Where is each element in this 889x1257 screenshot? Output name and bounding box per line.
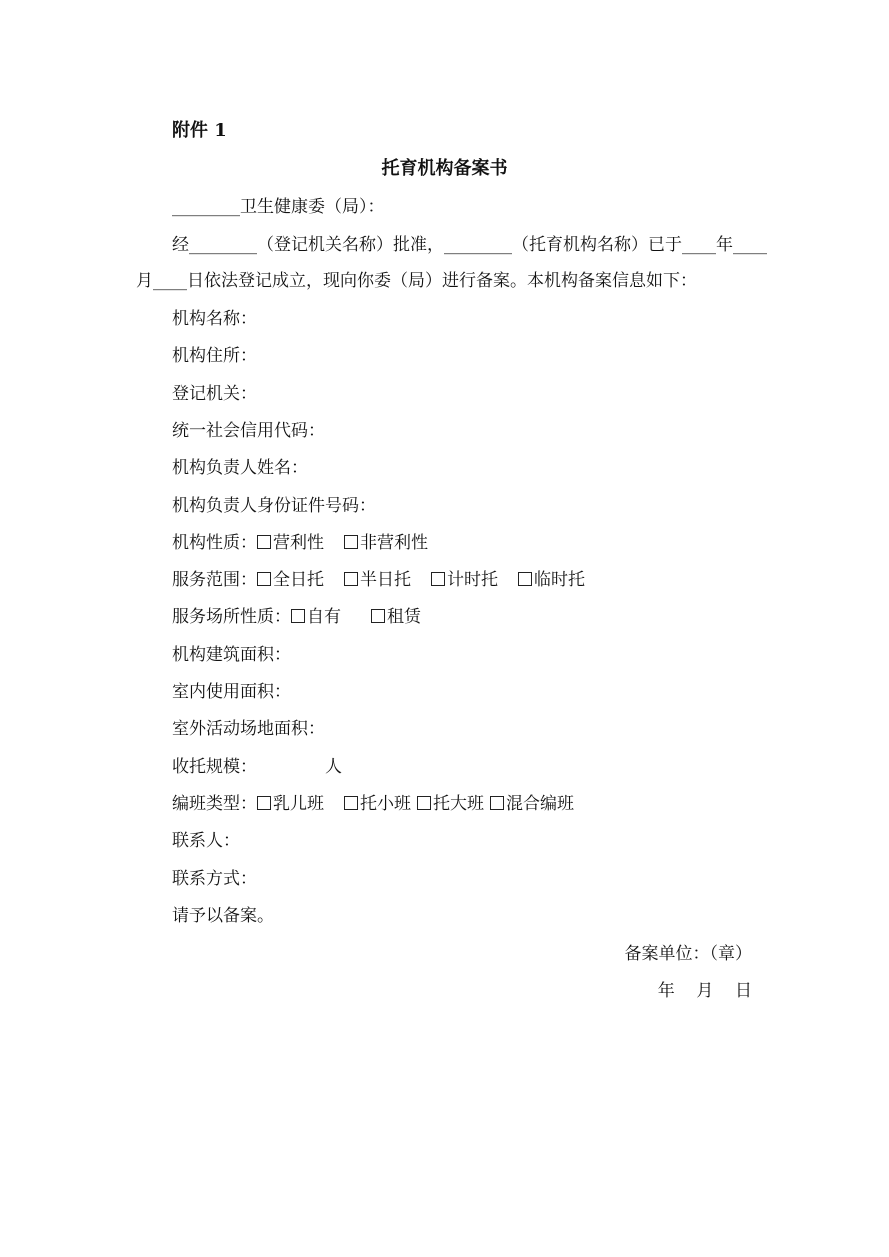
field-nature bbox=[172, 532, 428, 554]
body-line-2: 月____日依法登记成立，现向你委（局）进行备案。本机构备案信息如下： bbox=[136, 271, 697, 291]
venue-option-owned[interactable]: 自有 bbox=[291, 606, 341, 628]
field-service bbox=[172, 569, 585, 591]
service-option-fullday[interactable]: 全日托 bbox=[257, 569, 324, 591]
page-title: 托育机构备案书 bbox=[381, 158, 508, 179]
field-contact: 联系人： bbox=[172, 831, 240, 851]
nature-option-profit[interactable]: 营利性 bbox=[257, 532, 324, 554]
venue-option-leased[interactable]: 租赁 bbox=[371, 606, 421, 628]
nature-label: 机构性质： bbox=[172, 533, 257, 553]
checkbox-icon[interactable] bbox=[344, 572, 358, 586]
field-name: 机构名称： bbox=[172, 309, 257, 329]
salutation: ________卫生健康委（局）： bbox=[172, 197, 385, 217]
field-class-type bbox=[172, 793, 574, 815]
field-outdoor-area: 室外活动场地面积： bbox=[172, 719, 325, 739]
checkbox-icon[interactable] bbox=[344, 535, 358, 549]
service-option-hourly[interactable]: 计时托 bbox=[431, 569, 498, 591]
attachment-label: 附件 1 bbox=[172, 120, 227, 141]
class-option-mixed[interactable]: 混合编班 bbox=[490, 793, 574, 815]
filing-unit: 备案单位：（章） bbox=[624, 944, 752, 964]
service-option-halfday[interactable]: 半日托 bbox=[344, 569, 411, 591]
checkbox-icon[interactable] bbox=[518, 572, 532, 586]
field-indoor-area: 室内使用面积： bbox=[172, 682, 291, 702]
field-venue bbox=[172, 606, 421, 628]
field-head-name: 机构负责人姓名： bbox=[172, 458, 308, 478]
field-address: 机构住所： bbox=[172, 346, 257, 366]
class-option-infant[interactable]: 乳儿班 bbox=[257, 793, 324, 815]
checkbox-icon[interactable] bbox=[490, 796, 504, 810]
class-label: 编班类型： bbox=[172, 794, 257, 814]
closing-text: 请予以备案。 bbox=[172, 906, 274, 926]
service-option-temporary[interactable]: 临时托 bbox=[518, 569, 585, 591]
scale-unit: 人 bbox=[325, 757, 342, 777]
body-line-1: 经________（登记机关名称）批准，________（托育机构名称）已于____年____ bbox=[172, 235, 767, 255]
checkbox-icon[interactable] bbox=[257, 572, 271, 586]
class-option-large[interactable]: 托大班 bbox=[417, 793, 484, 815]
nature-option-nonprofit[interactable]: 非营利性 bbox=[344, 532, 428, 554]
checkbox-icon[interactable] bbox=[344, 796, 358, 810]
service-label: 服务范围： bbox=[172, 570, 257, 590]
class-option-small[interactable]: 托小班 bbox=[344, 793, 411, 815]
checkbox-icon[interactable] bbox=[371, 609, 385, 623]
venue-label: 服务场所性质： bbox=[172, 607, 291, 627]
date-line: 年 月 日 bbox=[657, 981, 752, 1001]
checkbox-icon[interactable] bbox=[257, 796, 271, 810]
scale-label: 收托规模： bbox=[172, 757, 257, 777]
field-contact-method: 联系方式： bbox=[172, 869, 257, 889]
field-credit-code: 统一社会信用代码： bbox=[172, 421, 325, 441]
checkbox-icon[interactable] bbox=[417, 796, 431, 810]
checkbox-icon[interactable] bbox=[431, 572, 445, 586]
field-building-area: 机构建筑面积： bbox=[172, 645, 291, 665]
checkbox-icon[interactable] bbox=[257, 535, 271, 549]
checkbox-icon[interactable] bbox=[291, 609, 305, 623]
field-scale bbox=[172, 756, 342, 778]
field-registrar: 登记机关： bbox=[172, 384, 257, 404]
field-head-id: 机构负责人身份证件号码： bbox=[172, 496, 376, 516]
